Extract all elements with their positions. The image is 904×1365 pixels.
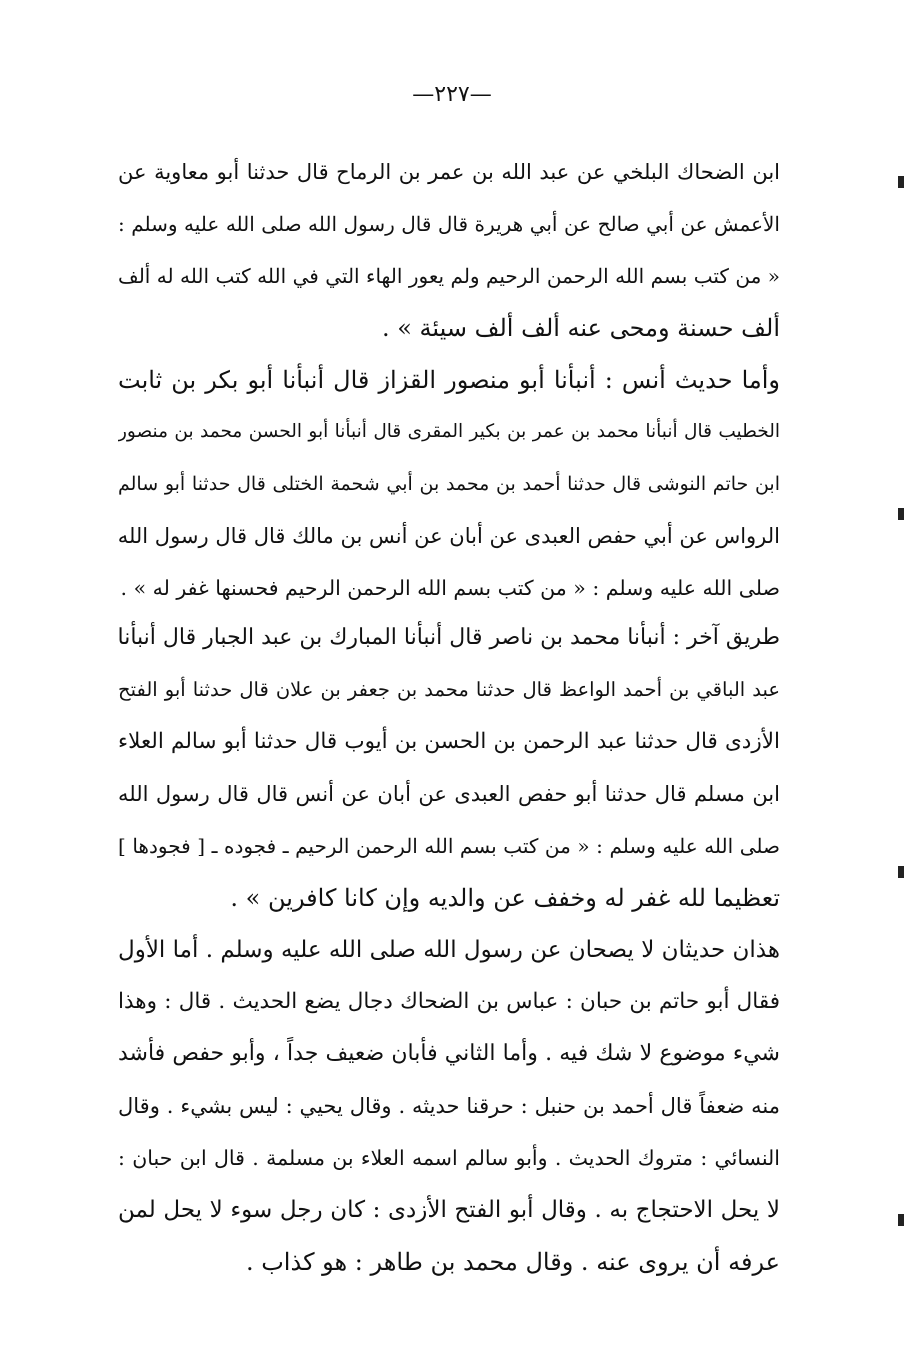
paragraph-line: شيء موضوع لا شك فيه . وأما الثاني فأبان ضعيف جداً ، وأبو حفص فأشد — [118, 1041, 780, 1066]
paragraph-line: الأزدى قال حدثنا عبد الرحمن بن الحسن بن أيوب قال حدثنا أبو سالم العلاء — [118, 729, 780, 754]
paragraph-4 — [118, 924, 780, 1288]
paragraph-line: وأما حديث أنس : أنبأنا أبو منصور القزاز قال أنبأنا أبو بكر بن ثابت — [118, 366, 780, 394]
paragraph-line: ابن الضحاك البلخي عن عبد الله بن عمر بن الرماح قال حدثنا أبو معاوية عن — [118, 160, 780, 184]
paragraph-line: عرفه أن يروى عنه . وقال محمد بن طاهر : هو كذاب . — [245, 1248, 780, 1276]
margin-scan-mark — [898, 1214, 904, 1226]
paragraph-line: طريق آخر : أنبأنا محمد بن ناصر قال أنبأنا المبارك بن عبد الجبار قال أنبأنا — [118, 625, 780, 650]
paragraph-2 — [118, 354, 780, 614]
margin-scan-mark — [898, 866, 904, 878]
paragraph-line: صلى الله عليه وسلم : « من كتب بسم الله الرحمن الرحيم ـ فجوده ـ [ فجودها ] — [118, 834, 780, 858]
margin-scan-mark — [898, 508, 904, 520]
paragraph-line: عبد الباقي بن أحمد الواعظ قال حدثنا محمد بن جعفر بن علان قال حدثنا أبو الفتح — [118, 678, 780, 701]
paragraph-line: ألف حسنة ومحى عنه ألف ألف سيئة » . — [381, 314, 780, 342]
paragraph-line: الأعمش عن أبي صالح عن أبي هريرة قال قال رسول الله صلى الله عليه وسلم : — [118, 212, 780, 236]
paragraph-line: الخطيب قال أنبأنا محمد بن عمر بن بكير المقرى قال أنبأنا أبو الحسن محمد بن منصور — [118, 421, 780, 442]
paragraph-line: لا يحل الاحتجاج به . وقال أبو الفتح الأزدى : كان رجل سوء لا يحل لمن — [118, 1197, 780, 1223]
margin-scan-mark — [898, 176, 904, 188]
paragraph-line: « من كتب بسم الله الرحمن الرحيم ولم يعور الهاء التي في الله كتب الله له ألف — [118, 264, 780, 288]
paragraph-line: هذان حديثان لا يصحان عن رسول الله صلى الله عليه وسلم . أما الأول — [118, 937, 780, 963]
paragraph-line: ابن حاتم النوشى قال حدثنا أحمد بن محمد بن أبي شحمة الختلى قال حدثنا أبو سالم — [118, 473, 780, 495]
paragraph-line: صلى الله عليه وسلم : « من كتب بسم الله الرحمن الرحيم فحسنها غفر له » . — [120, 576, 780, 600]
paragraph-3 — [118, 612, 780, 924]
paragraph-line: فقال أبو حاتم بن حبان : عباس بن الضحاك دجال يضع الحديث . قال : وهذا — [118, 989, 780, 1014]
paragraph-line: النسائي : متروك الحديث . وأبو سالم اسمه العلاء بن مسلمة . قال ابن حبان : — [118, 1146, 780, 1170]
paragraph-line: تعظيما لله غفر له وخفف عن والديه وإن كانا كافرين » . — [230, 884, 780, 912]
paragraph-line: الرواس عن أبي حفص العبدى عن أبان عن أنس بن مالك قال قال رسول الله — [118, 524, 780, 548]
paragraph-line: ابن مسلم قال حدثنا أبو حفص العبدى عن أبان عن أنس قال قال رسول الله — [118, 782, 780, 806]
page-number: —٢٢٧— — [412, 82, 492, 107]
paragraph-line: منه ضعفاً قال أحمد بن حنبل : حرقنا حديثه . وقال يحيي : ليس بشيء . وقال — [118, 1094, 780, 1118]
paragraph-1 — [118, 146, 780, 354]
